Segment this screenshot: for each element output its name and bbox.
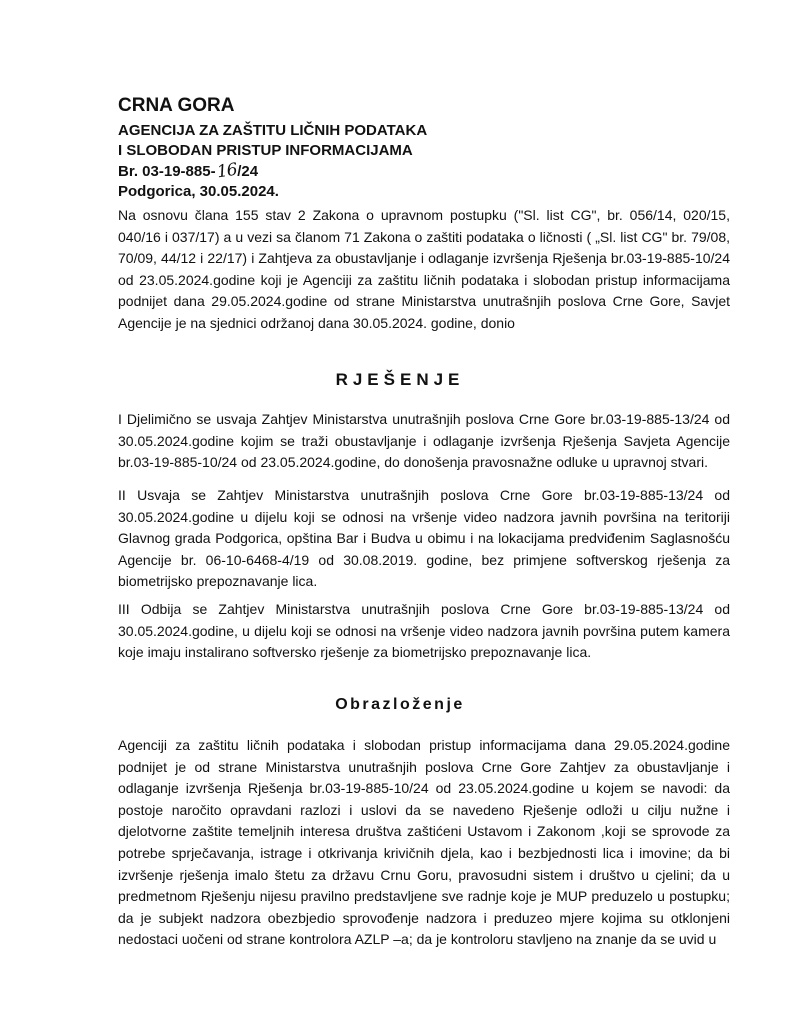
decision-heading: RJEŠENJE [335,370,465,389]
country-name: CRNA GORA [118,95,235,116]
decision-item-3: III Odbija se Zahtjev Ministarstva unutrašnjih poslova Crne Gore br.03-19-885-13/24 od 30.05.2024.godine, u dijelu koji se odnosi na vršenje video nadzora javnih površina putem kamera koje imaju instalirano softversko rješenje za biometrijsko prepoznavanje lica. [118,601,730,660]
agency-name-line1: AGENCIJA ZA ZAŠTITU LIČNIH PODATAKA [118,122,428,139]
reasoning-heading: Obrazloženje [335,696,465,713]
decision-item-2: II Usvaja se Zahtjev Ministarstva unutrašnjih poslova Crne Gore br.03-19-885-13/24 od 30.05.2024.godine u dijelu koji se odnosi na vršenje video nadzora javnih površina na teritoriji Glavnog grada Podgorica, opština Bar i Budva u obimu i na lokacijama predviđenim Saglasnošću Agencije br. 06-10-6468-4/19 od 30.08.2019. godine, bez primjene softverskog rješenja za biometrijsko prepoznavanje lica. [118,487,730,589]
reference-number [118,161,718,182]
reference-prefix: Br. 03-19-885- [118,163,216,180]
intro-paragraph: Na osnovu člana 155 stav 2 Zakona o upravnom postupku ("Sl. list CG", br. 056/14, 020/15, 040/16 i 037/17) a u vezi sa članom 71 Zakona o zaštiti podataka o ličnosti ( „Sl. list CG" br. 79/08, 70/09, 44/12 i 22/17) i Zahtjeva za obustavljanje i odlaganje izvršenja Rješenja br.03-19-885-10/24 od 23.05.2024.godine koji je Agenciji za zaštitu ličnih podataka i slobodan pristup informacijama podnijet dana 29.05.2024.godine od strane Ministarstva unutrašnjih poslova Crne Gore, Savjet Agencije je na sjednici održanoj dana 30.05.2024. godine, donio [118,207,730,331]
reasoning-paragraph: Agenciji za zaštitu ličnih podataka i slobodan pristup informacijama dana 29.05.2024.godine podnijet je od strane Ministarstva unutrašnjih poslova Crne Gore Zahtjev za obustavljanje i odlaganje izvršenja Rješenja br.03-19-885-10/24 od 23.05.2024.godine u kojem se navodi: da postoje naročito opravdani razlozi i uslovi da se navedeno Rješenje odloži u cilju nužne i djelotvorne zaštite temeljnih interesa društva zaštićeni Ustavom i Zakonom ,koji se sprovode za potrebe sprječavanja, istrage i otkrivanja krivičnih djela, kao i bezbjednosti lica i imovine; da bi izvršenje rješenja imalo štetu za državu Crnu Goru, pravosudni sistem i društvo u cjelini; da u predmetnom Rješenju nijesu pravilno predstavljene sve radnje koje je MUP preduzelo u postupku; da je subjekt nadzora obezbjedio sprovođenje nadzora i preduzeo mjere kojima su otklonjeni nedostaci uočeni od strane kontrolora AZLP –a; da je kontroloru stavljeno na znanje da se uvid u [118,737,730,948]
decision-item-1: I Djelimično se usvaja Zahtjev Ministarstva unutrašnjih poslova Crne Gore br.03-19-885-13/24 od 30.05.2024.godine kojim se traži obustavljanje i odlaganje izvršenja Rješenja Savjeta Agencije br.03-19-885-10/24 od 23.05.2024.godine, do donošenja pravosnažne odluke u upravnoj stvari. [118,411,730,470]
reference-suffix: /24 [237,163,259,180]
agency-name-line2: I SLOBODAN PRISTUP INFORMACIJAMA [118,142,413,159]
handwritten-number: 16 [215,159,238,183]
place-date: Podgorica, 30.05.2024. [118,183,279,200]
document-header [118,94,718,202]
